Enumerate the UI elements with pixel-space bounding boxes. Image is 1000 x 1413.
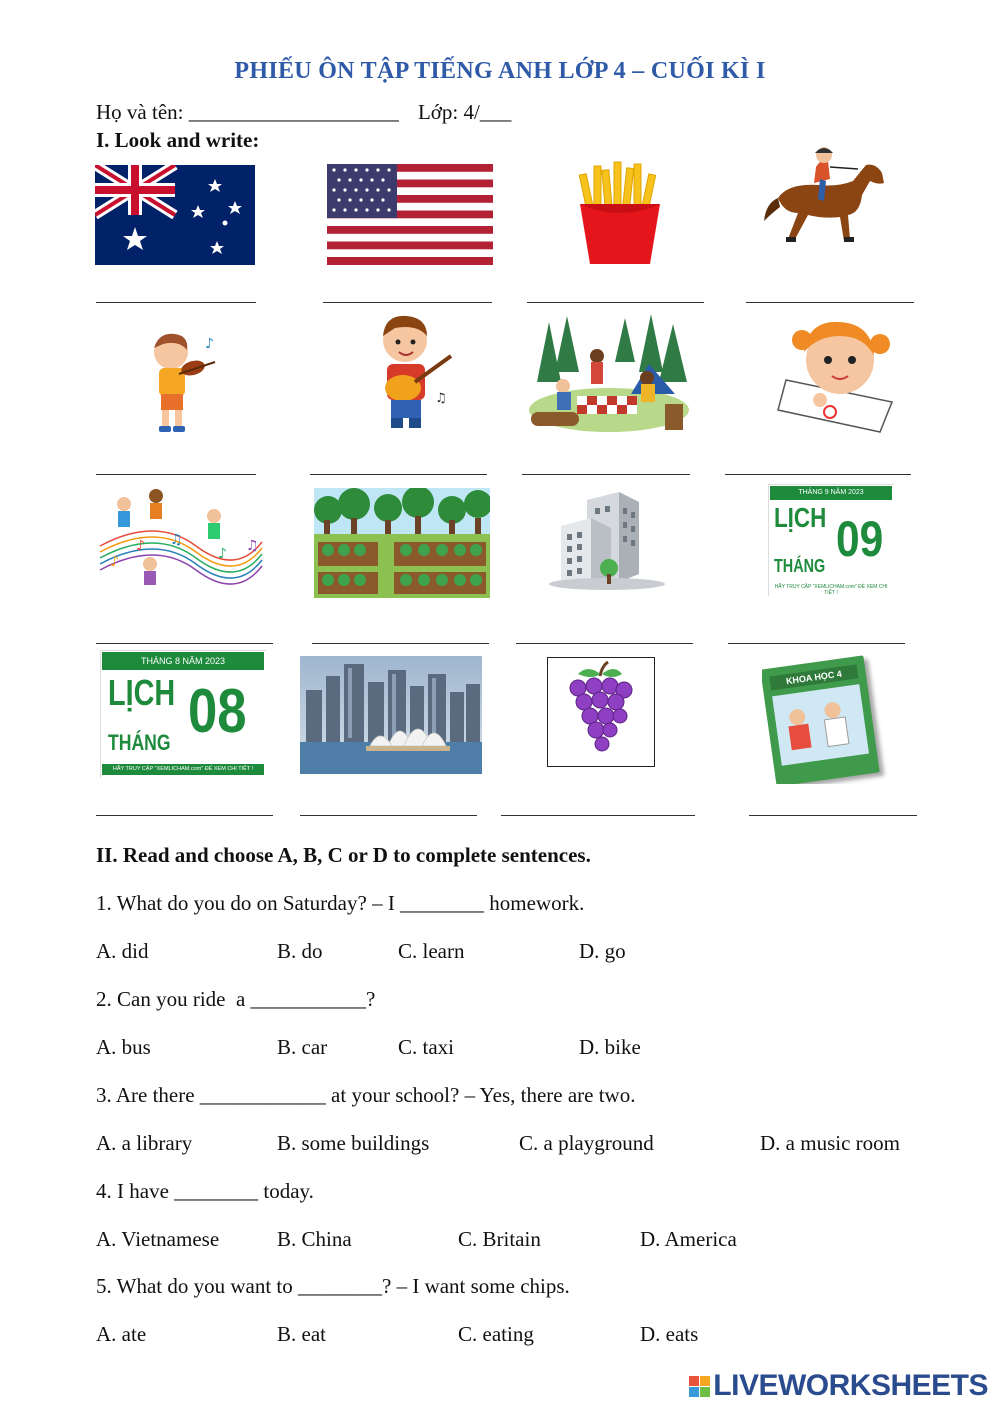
music-kids-image bbox=[96, 486, 264, 592]
question-4: 4. I have ________ today. bbox=[96, 1179, 314, 1203]
calendar-aug-footer: HÃY TRUY CẬP "XEMLICHAM.com" ĐỂ XEM CHI TIẾT ! bbox=[102, 764, 264, 775]
answer-blank-4[interactable] bbox=[746, 302, 914, 303]
answer-blank-15[interactable] bbox=[501, 815, 695, 816]
answer-blank-7[interactable] bbox=[522, 474, 690, 475]
q1-option-a[interactable]: A. did bbox=[96, 939, 149, 963]
answer-blank-11[interactable] bbox=[516, 643, 693, 644]
q2-option-c[interactable]: C. taxi bbox=[398, 1035, 454, 1059]
horse-riding-image bbox=[758, 143, 896, 255]
answer-blank-10[interactable] bbox=[312, 643, 489, 644]
calendar-aug-number: 08 bbox=[188, 677, 247, 746]
q5-option-a[interactable]: A. ate bbox=[96, 1322, 147, 1346]
calendar-sep-number: 09 bbox=[836, 511, 884, 567]
calendar-sep-thang: THÁNG bbox=[774, 556, 826, 576]
camping-image bbox=[527, 312, 690, 436]
svg-text:♫: ♫ bbox=[246, 538, 259, 554]
q3-option-d[interactable]: D. a music room bbox=[760, 1131, 900, 1155]
usa-flag-image bbox=[327, 164, 493, 265]
liveworksheets-logo-icon bbox=[689, 1376, 710, 1397]
answer-blank-6[interactable] bbox=[310, 474, 487, 475]
question-3: 3. Are there ____________ at your school? – Yes, there are two. bbox=[96, 1083, 636, 1107]
answer-blank-9[interactable] bbox=[96, 643, 273, 644]
science-book-image bbox=[762, 652, 890, 784]
calendar-sep-lich: LỊCH bbox=[774, 502, 827, 533]
q2-option-b[interactable]: B. car bbox=[277, 1035, 328, 1059]
section1-heading: I. Look and write: bbox=[96, 128, 260, 152]
svg-text:♪: ♪ bbox=[136, 538, 145, 554]
q3-option-b[interactable]: B. some buildings bbox=[277, 1131, 430, 1155]
australia-flag-image bbox=[95, 165, 255, 265]
violin-boy-image bbox=[135, 328, 220, 436]
q1-option-d[interactable]: D. go bbox=[579, 939, 626, 963]
sydney-image bbox=[300, 656, 482, 774]
answer-blank-2[interactable] bbox=[323, 302, 492, 303]
calendar-sep-footer: HÃY TRUY CẬP "XEMLICHAM.com" ĐỂ XEM CHI TIẾT ! bbox=[774, 584, 888, 596]
garden-image bbox=[314, 488, 490, 598]
q4-option-c[interactable]: C. Britain bbox=[458, 1227, 541, 1251]
q3-option-c[interactable]: C. a playground bbox=[519, 1131, 654, 1155]
q3-option-a[interactable]: A. a library bbox=[96, 1131, 193, 1155]
chips-image bbox=[570, 160, 670, 266]
name-label: Họ và tên: ____________________ bbox=[96, 100, 399, 124]
svg-text:♪: ♪ bbox=[110, 554, 119, 570]
class-label: Lớp: 4/___ bbox=[417, 100, 512, 124]
q1-option-c[interactable]: C. learn bbox=[398, 939, 465, 963]
calendar-aug-thang: THÁNG bbox=[108, 730, 171, 755]
q5-option-c[interactable]: C. eating bbox=[458, 1322, 534, 1346]
calendar-september-image bbox=[768, 484, 894, 596]
q5-option-b[interactable]: B. eat bbox=[277, 1322, 326, 1346]
buildings-image bbox=[547, 490, 667, 590]
answer-blank-8[interactable] bbox=[725, 474, 911, 475]
name-class-line bbox=[96, 100, 511, 125]
q2-option-a[interactable]: A. bus bbox=[96, 1035, 151, 1059]
liveworksheets-logo-text: LIVEWORKSHEETS bbox=[713, 1369, 988, 1402]
answer-blank-3[interactable] bbox=[527, 302, 704, 303]
section2-heading: II. Read and choose A, B, C or D to complete sentences. bbox=[96, 843, 591, 867]
q1-option-b[interactable]: B. do bbox=[277, 939, 323, 963]
book-title: KHOA HỌC 4 bbox=[769, 664, 858, 690]
svg-text:♪: ♪ bbox=[218, 546, 227, 562]
answer-blank-5[interactable] bbox=[96, 474, 256, 475]
answer-blank-1[interactable] bbox=[96, 302, 256, 303]
q4-option-d[interactable]: D. America bbox=[640, 1227, 737, 1251]
worksheet-title: PHIẾU ÔN TẬP TIẾNG ANH LỚP 4 – CUỐI KÌ I bbox=[234, 58, 766, 84]
calendar-august-image bbox=[100, 650, 266, 778]
q5-option-d[interactable]: D. eats bbox=[640, 1322, 699, 1346]
calendar-aug-header: THÁNG 8 NĂM 2023 bbox=[102, 652, 264, 670]
answer-blank-12[interactable] bbox=[728, 643, 905, 644]
answer-blank-16[interactable] bbox=[749, 815, 917, 816]
drawing-girl-image bbox=[774, 310, 900, 434]
svg-text:♪: ♪ bbox=[205, 336, 214, 352]
calendar-aug-lich: LỊCH bbox=[108, 672, 176, 713]
q4-option-a[interactable]: A. Vietnamese bbox=[96, 1227, 220, 1251]
q4-option-b[interactable]: B. China bbox=[277, 1227, 352, 1251]
svg-text:♫: ♫ bbox=[170, 532, 183, 548]
liveworksheets-logo bbox=[689, 1369, 988, 1403]
question-1: 1. What do you do on Saturday? – I ________ homework. bbox=[96, 891, 585, 915]
calendar-sep-header: THÁNG 9 NĂM 2023 bbox=[770, 486, 892, 500]
question-2: 2. Can you ride a ___________? bbox=[96, 987, 376, 1011]
answer-blank-14[interactable] bbox=[300, 815, 477, 816]
question-5: 5. What do you want to ________? – I want some chips. bbox=[96, 1274, 570, 1298]
q2-option-d[interactable]: D. bike bbox=[579, 1035, 641, 1059]
svg-text:♫: ♫ bbox=[435, 391, 447, 406]
guitar-boy-image bbox=[365, 310, 457, 435]
answer-blank-13[interactable] bbox=[96, 815, 273, 816]
grapes-image bbox=[547, 657, 655, 767]
